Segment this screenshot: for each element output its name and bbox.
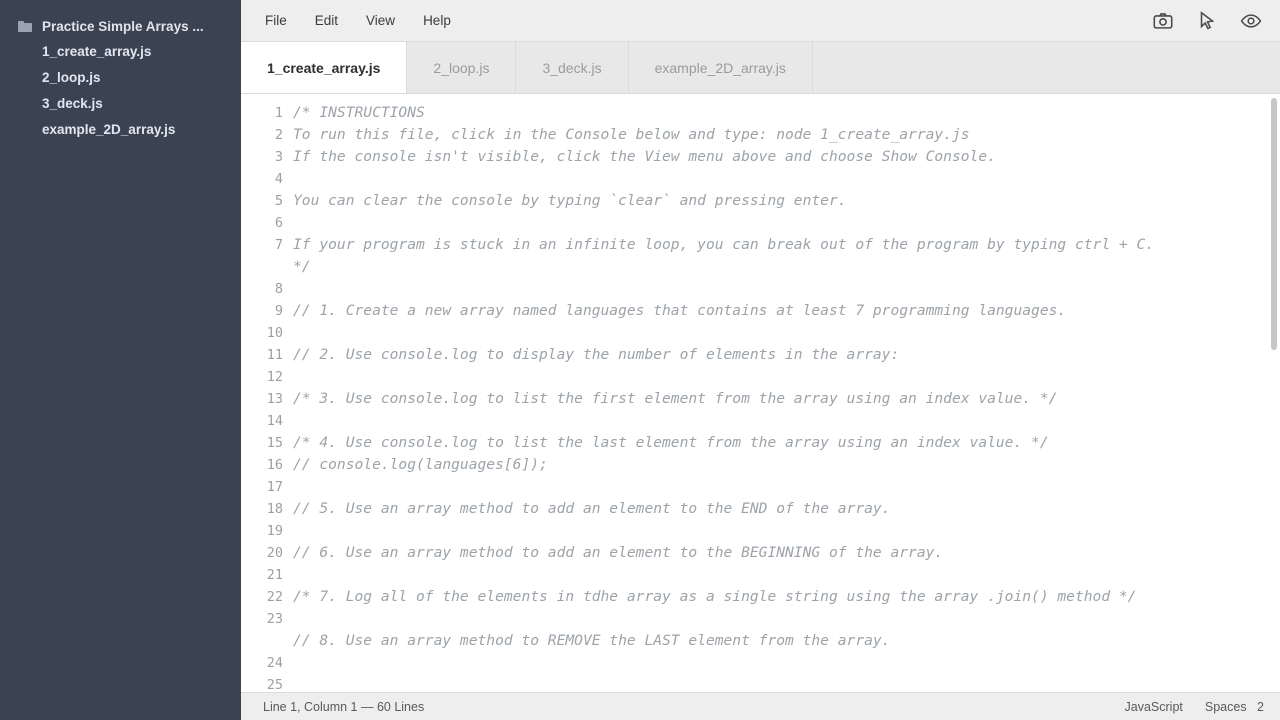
code-line	[293, 564, 1250, 586]
sidebar-project-row[interactable]	[0, 13, 241, 39]
indent-size-label: 2	[1257, 699, 1264, 714]
menu-bar	[241, 0, 1280, 42]
cursor-position-status: Line 1, Column 1 — 60 Lines	[263, 699, 425, 714]
tab-bar	[241, 42, 1280, 94]
eye-icon[interactable]	[1240, 10, 1262, 32]
code-line: To run this file, click in the Console below and type: node 1_create_array.js	[293, 126, 970, 143]
code-line: // console.log(languages[6]);	[293, 456, 548, 473]
menu-icon-group	[1152, 10, 1280, 32]
menu-item-file[interactable]: File	[265, 13, 287, 28]
line-number: 24	[266, 655, 283, 671]
code-line	[293, 212, 1250, 234]
code-line	[293, 278, 1250, 300]
line-number: 15	[266, 435, 283, 451]
line-number: 11	[266, 347, 283, 363]
main-panel	[241, 0, 1280, 720]
line-number: 4	[274, 171, 283, 187]
tab-bar-filler	[813, 42, 1280, 93]
code-line: /* INSTRUCTIONS	[293, 104, 425, 121]
line-number: 18	[266, 501, 283, 517]
folder-icon	[18, 21, 32, 32]
line-number-wrap-filler	[241, 630, 283, 652]
line-number: 25	[266, 677, 283, 692]
sidebar	[0, 0, 241, 720]
editor-scrollbar[interactable]	[1268, 94, 1280, 692]
code-editor[interactable]	[241, 94, 1280, 692]
line-number: 10	[266, 325, 283, 341]
cursor-arrow-icon[interactable]	[1196, 10, 1218, 32]
line-number: 9	[274, 303, 283, 319]
line-number-gutter	[241, 102, 293, 692]
line-number: 13	[266, 391, 283, 407]
sidebar-project-name: Practice Simple Arrays ...	[42, 18, 204, 34]
status-bar	[241, 692, 1280, 720]
code-line: /* 3. Use console.log to list the first element from the array using an index value. */	[293, 390, 1058, 407]
sidebar-item-example-2d-array[interactable]: example_2D_array.js	[42, 122, 176, 137]
code-line: // 6. Use an array method to add an element to the BEGINNING of the array.	[293, 544, 944, 561]
menu-item-edit[interactable]: Edit	[314, 13, 339, 28]
code-line: // 2. Use console.log to display the number of elements in the array:	[293, 346, 900, 363]
code-line	[293, 520, 1250, 542]
tab-example-2d-array[interactable]: example_2D_array.js	[629, 42, 813, 93]
code-line	[293, 608, 1250, 630]
code-line: // 5. Use an array method to add an element to the END of the array.	[293, 500, 891, 517]
menu-item-view[interactable]: View	[366, 13, 396, 28]
line-number: 7	[274, 237, 283, 253]
code-line: /* 7. Log all of the elements in tdhe array as a single string using the array .join() method */	[293, 588, 1137, 605]
indent-type-label: Spaces	[1204, 699, 1247, 714]
code-text[interactable]	[293, 102, 1280, 692]
status-right-group	[1125, 700, 1264, 714]
tab-1-create-array[interactable]: 1_create_array.js	[241, 42, 407, 93]
tab-3-deck[interactable]: 3_deck.js	[516, 42, 628, 93]
editor-scrollbar-thumb[interactable]	[1271, 98, 1277, 350]
line-number: 6	[274, 215, 283, 231]
indent-status[interactable]	[1205, 700, 1264, 714]
code-line: // 1. Create a new array named languages that contains at least 7 programming languages.	[293, 302, 1067, 319]
language-mode-status[interactable]: JavaScript	[1124, 699, 1183, 714]
code-line	[293, 322, 1250, 344]
line-number: 17	[266, 479, 283, 495]
sidebar-item-1-create-array[interactable]: 1_create_array.js	[42, 44, 152, 59]
code-line: */	[293, 258, 311, 275]
code-line	[293, 366, 1250, 388]
code-area[interactable]	[241, 94, 1280, 692]
code-line: /* 4. Use console.log to list the last element from the array using an index value. */	[293, 434, 1049, 451]
line-number: 1	[274, 105, 283, 121]
sidebar-item-2-loop[interactable]: 2_loop.js	[42, 70, 101, 85]
line-number: 5	[274, 193, 283, 209]
line-number: 20	[266, 545, 283, 561]
camera-icon[interactable]	[1152, 10, 1174, 32]
code-line: // 8. Use an array method to REMOVE the LAST element from the array.	[293, 632, 891, 649]
line-number: 3	[274, 149, 283, 165]
code-line	[293, 410, 1250, 432]
line-number: 23	[266, 611, 283, 627]
line-number: 16	[266, 457, 283, 473]
line-number: 2	[274, 127, 283, 143]
line-number: 19	[266, 523, 283, 539]
code-line: You can clear the console by typing `clear` and pressing enter.	[293, 192, 847, 209]
line-number: 12	[266, 369, 283, 385]
line-number: 8	[274, 281, 283, 297]
code-line	[293, 476, 1250, 498]
line-number: 22	[266, 589, 283, 605]
tab-2-loop[interactable]: 2_loop.js	[407, 42, 516, 93]
code-line: If your program is stuck in an infinite loop, you can break out of the program by typing ctrl + C.	[293, 236, 1155, 253]
line-number: 14	[266, 413, 283, 429]
code-line	[293, 168, 1250, 190]
line-number: 21	[266, 567, 283, 583]
line-number-wrap-filler	[241, 256, 283, 278]
code-line: If the console isn't visible, click the View menu above and choose Show Console.	[293, 148, 996, 165]
sidebar-item-3-deck[interactable]: 3_deck.js	[42, 96, 103, 111]
menu-item-help[interactable]: Help	[423, 13, 451, 28]
